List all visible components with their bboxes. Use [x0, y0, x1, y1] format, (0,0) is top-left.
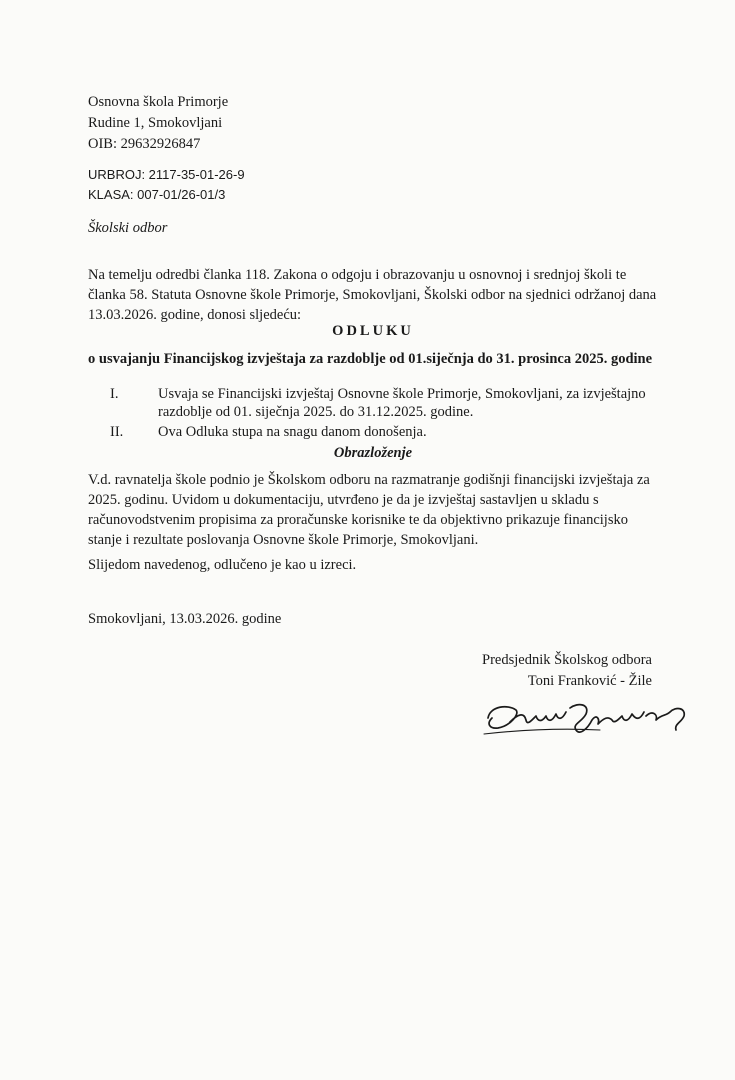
intro-paragraph: Na temelju odredbi članka 118. Zakona o odgoju i obrazovanju u osnovnoj i srednjoj školi te članka 58. Statuta Osnovne škole Primorje, Smokovljani, Školski odbor na sjednici održanoj dana 13.03.2026. godine, donosi sljedeću:: [88, 267, 657, 323]
decision-items: [110, 385, 658, 441]
signatory-role: Predsjednik Školskog odbora: [482, 652, 652, 668]
item-text: Ova Odluka stupa na snagu danom donošenja.: [158, 424, 427, 440]
body-label: Školski odbor: [88, 220, 168, 236]
item-number: I.: [110, 386, 119, 402]
item-text: Usvaja se Financijski izvještaj Osnovne škole Primorje, Smokovljani, za izvještajno razdoblje od 01. siječnja 2025. do 31.12.2025. godine.: [158, 386, 646, 420]
decision-subtitle: o usvajanju Financijskog izvještaja za razdoblje od 01.siječnja do 31. prosinca 2025. godine: [88, 351, 653, 367]
reasoning-paragraph: V.d. ravnatelja škole podnio je Školskom odboru na razmatranje godišnji financijski izvještaja za 2025. godinu. Uvidom u dokumentaciju, utvrđeno je da je izvještaj sastavljen u skladu s računovodstvenim propisima za proračunske korisnike te da objektivno prikazuje financijsko stanje i rezultate poslovanja Osnovne škole Primorje, Smokovljani.: [88, 472, 650, 548]
school-oib: OIB: 29632926847: [88, 136, 201, 152]
school-address: Rudine 1, Smokovljani: [88, 115, 223, 131]
klasa: KLASA: 007-01/26-01/3: [88, 187, 226, 202]
item-number: II.: [110, 424, 124, 440]
urbroj: URBROJ: 2117-35-01-26-9: [88, 167, 245, 182]
decision-title: ODLUKU: [332, 323, 414, 339]
list-item: [110, 385, 658, 421]
school-header: [88, 92, 228, 155]
signatory-block: [482, 650, 652, 692]
handwritten-signature: [480, 690, 695, 755]
school-name: Osnovna škola Primorje: [88, 94, 229, 110]
reference-numbers: [88, 165, 245, 205]
conclusion: Slijedom navedenog, odlučeno je kao u izreci.: [88, 557, 357, 573]
reasoning-title: Obrazloženje: [333, 445, 413, 461]
list-item: [110, 423, 658, 441]
signatory-name: Toni Franković - Žile: [527, 673, 652, 689]
place-date: Smokovljani, 13.03.2026. godine: [88, 611, 282, 627]
